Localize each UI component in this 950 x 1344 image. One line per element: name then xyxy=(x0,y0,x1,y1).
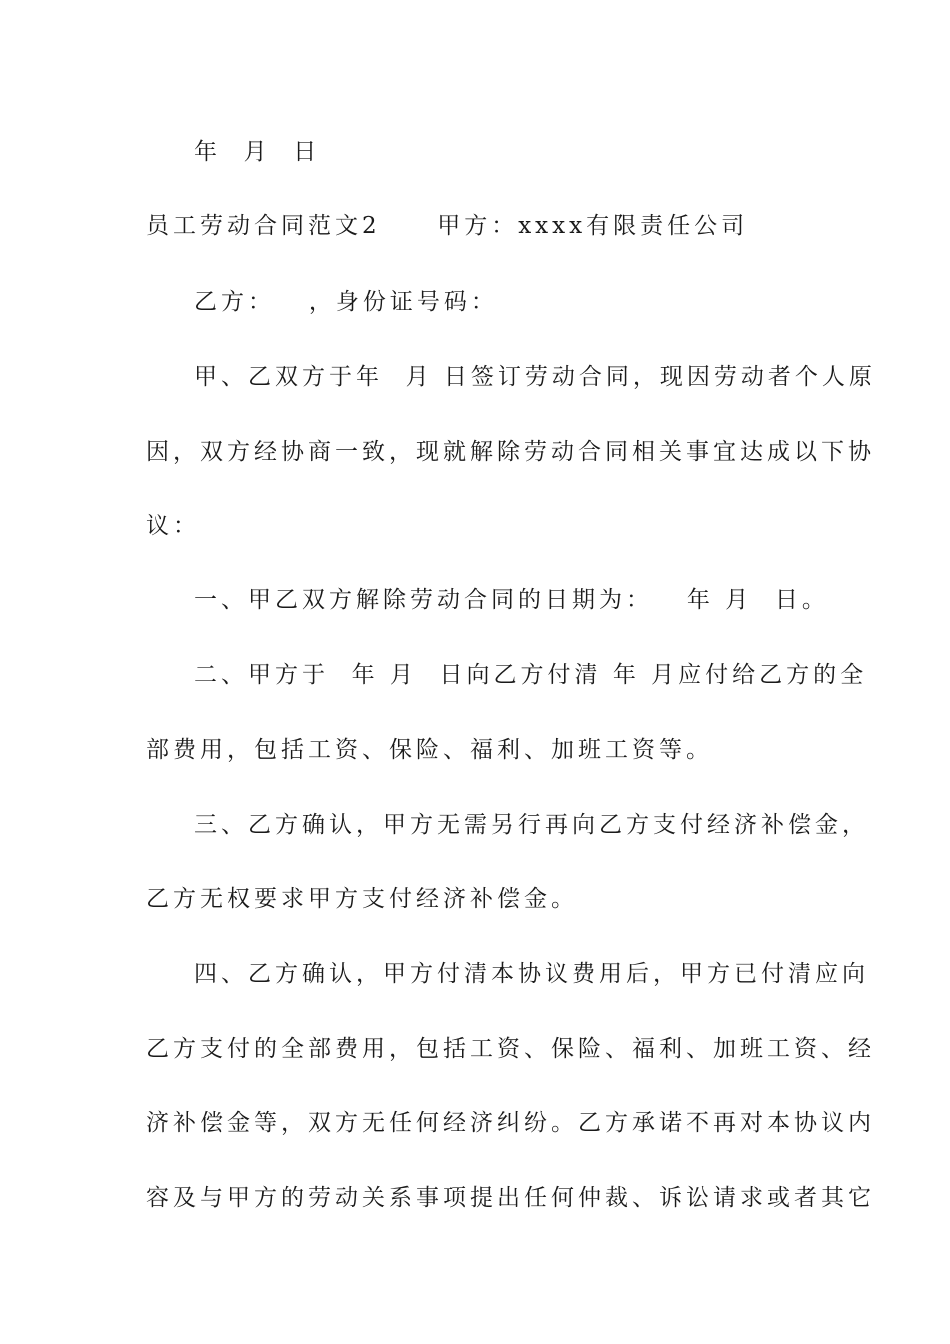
contract-title-line: 员工劳动合同范文2 甲方：xxxx有限责任公司 xyxy=(146,213,749,239)
paragraph-intro-line-2: 因，双方经协商一致，现就解除劳动合同相关事宜达成以下协 xyxy=(146,439,875,465)
paragraph-intro-line-3: 议： xyxy=(146,513,200,539)
clause-4-line-3: 济补偿金等，双方无任何经济纠纷。乙方承诺不再对本协议内 xyxy=(146,1110,875,1136)
clause-4-line-2: 乙方支付的全部费用，包括工资、保险、福利、加班工资、经 xyxy=(146,1036,875,1062)
date-line: 年 月 日 xyxy=(194,139,321,165)
clause-3-line-1: 三、乙方确认，甲方无需另行再向乙方支付经济补偿金， xyxy=(194,812,869,838)
clause-2-line-2: 部费用，包括工资、保险、福利、加班工资等。 xyxy=(146,737,713,763)
clause-4-line-4: 容及与甲方的劳动关系事项提出任何仲裁、诉讼请求或者其它 xyxy=(146,1185,875,1211)
clause-3-line-2: 乙方无权要求甲方支付经济补偿金。 xyxy=(146,886,578,912)
clause-1-line: 一、甲乙双方解除劳动合同的日期为： 年 月 日。 xyxy=(194,587,829,613)
clause-2-line-1: 二、甲方于 年 月 日向乙方付清 年 月应付给乙方的全 xyxy=(194,662,868,688)
paragraph-intro-line-1: 甲、乙双方于年 月 日签订劳动合同，现因劳动者个人原 xyxy=(194,364,876,390)
party-b-line: 乙方： ，身份证号码： xyxy=(194,289,498,315)
clause-4-line-1: 四、乙方确认，甲方付清本协议费用后，甲方已付清应向 xyxy=(194,961,869,987)
